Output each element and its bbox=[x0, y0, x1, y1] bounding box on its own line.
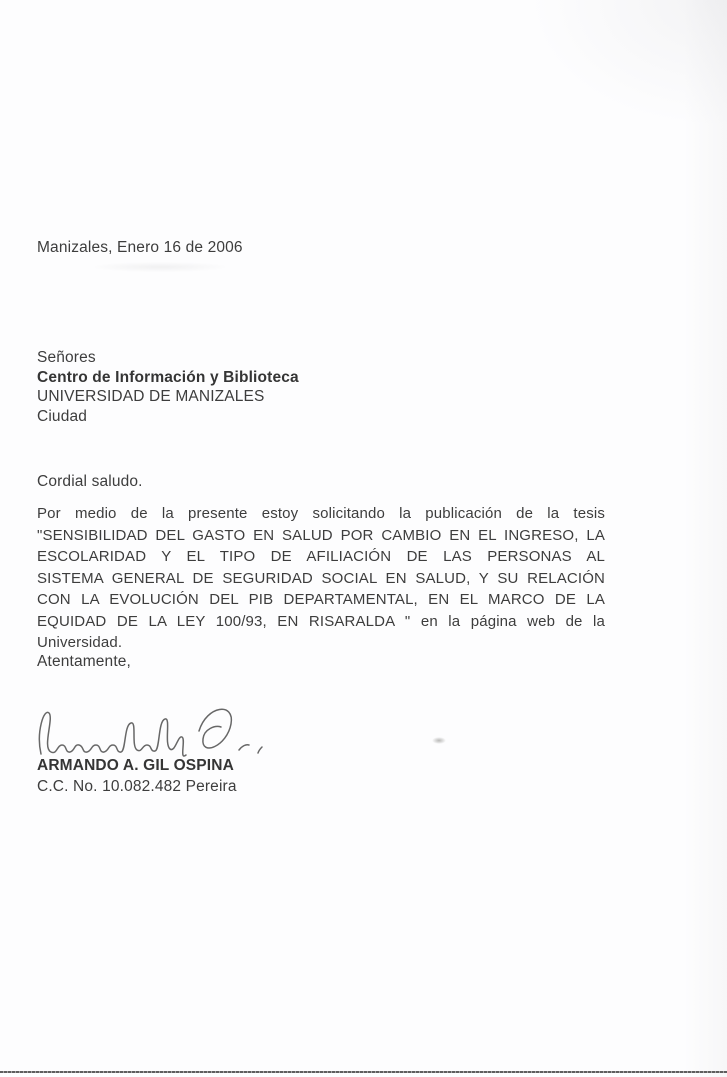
scan-bottom-edge-artifact bbox=[0, 1071, 727, 1073]
body-line: CON LA EVOLUCIÓN DEL PIB DEPARTAMENTAL, EN EL MARCO DE LA bbox=[37, 591, 605, 608]
recipient-city: Ciudad bbox=[37, 407, 88, 425]
letter-date: Manizales, Enero 16 de 2006 bbox=[37, 239, 243, 256]
recipient-block bbox=[37, 348, 299, 426]
body-line: Universidad. bbox=[37, 634, 123, 651]
recipient-salutation: Señores bbox=[37, 349, 96, 366]
signer-id-line: C.C. No. 10.082.482 Pereira bbox=[37, 778, 237, 795]
letter-greeting: Cordial saludo. bbox=[37, 473, 143, 490]
scan-smudge bbox=[95, 262, 225, 272]
body-line: Por medio de la presente estoy solicitando la publicación de la tesis bbox=[37, 505, 605, 522]
body-line: SISTEMA GENERAL DE SEGURIDAD SOCIAL EN SALUD, Y SU RELACIÓN bbox=[37, 569, 605, 587]
body-line: ESCOLARIDAD Y EL TIPO DE AFILIACIÓN DE LAS PERSONAS AL bbox=[37, 548, 605, 565]
signer-name: ARMANDO A. GIL OSPINA bbox=[37, 757, 234, 774]
body-line: "SENSIBILIDAD DEL GASTO EN SALUD POR CAMBIO EN EL INGRESO, LA bbox=[37, 526, 605, 544]
recipient-institution: UNIVERSIDAD DE MANIZALES bbox=[37, 388, 265, 405]
letter-body bbox=[37, 503, 605, 654]
scan-speck bbox=[432, 737, 446, 744]
recipient-department: Centro de Información y Biblioteca bbox=[37, 368, 299, 386]
letter-closing: Atentamente, bbox=[37, 653, 131, 670]
body-line: EQUIDAD DE LA LEY 100/93, EN RISARALDA " en la página web de la bbox=[37, 612, 605, 630]
